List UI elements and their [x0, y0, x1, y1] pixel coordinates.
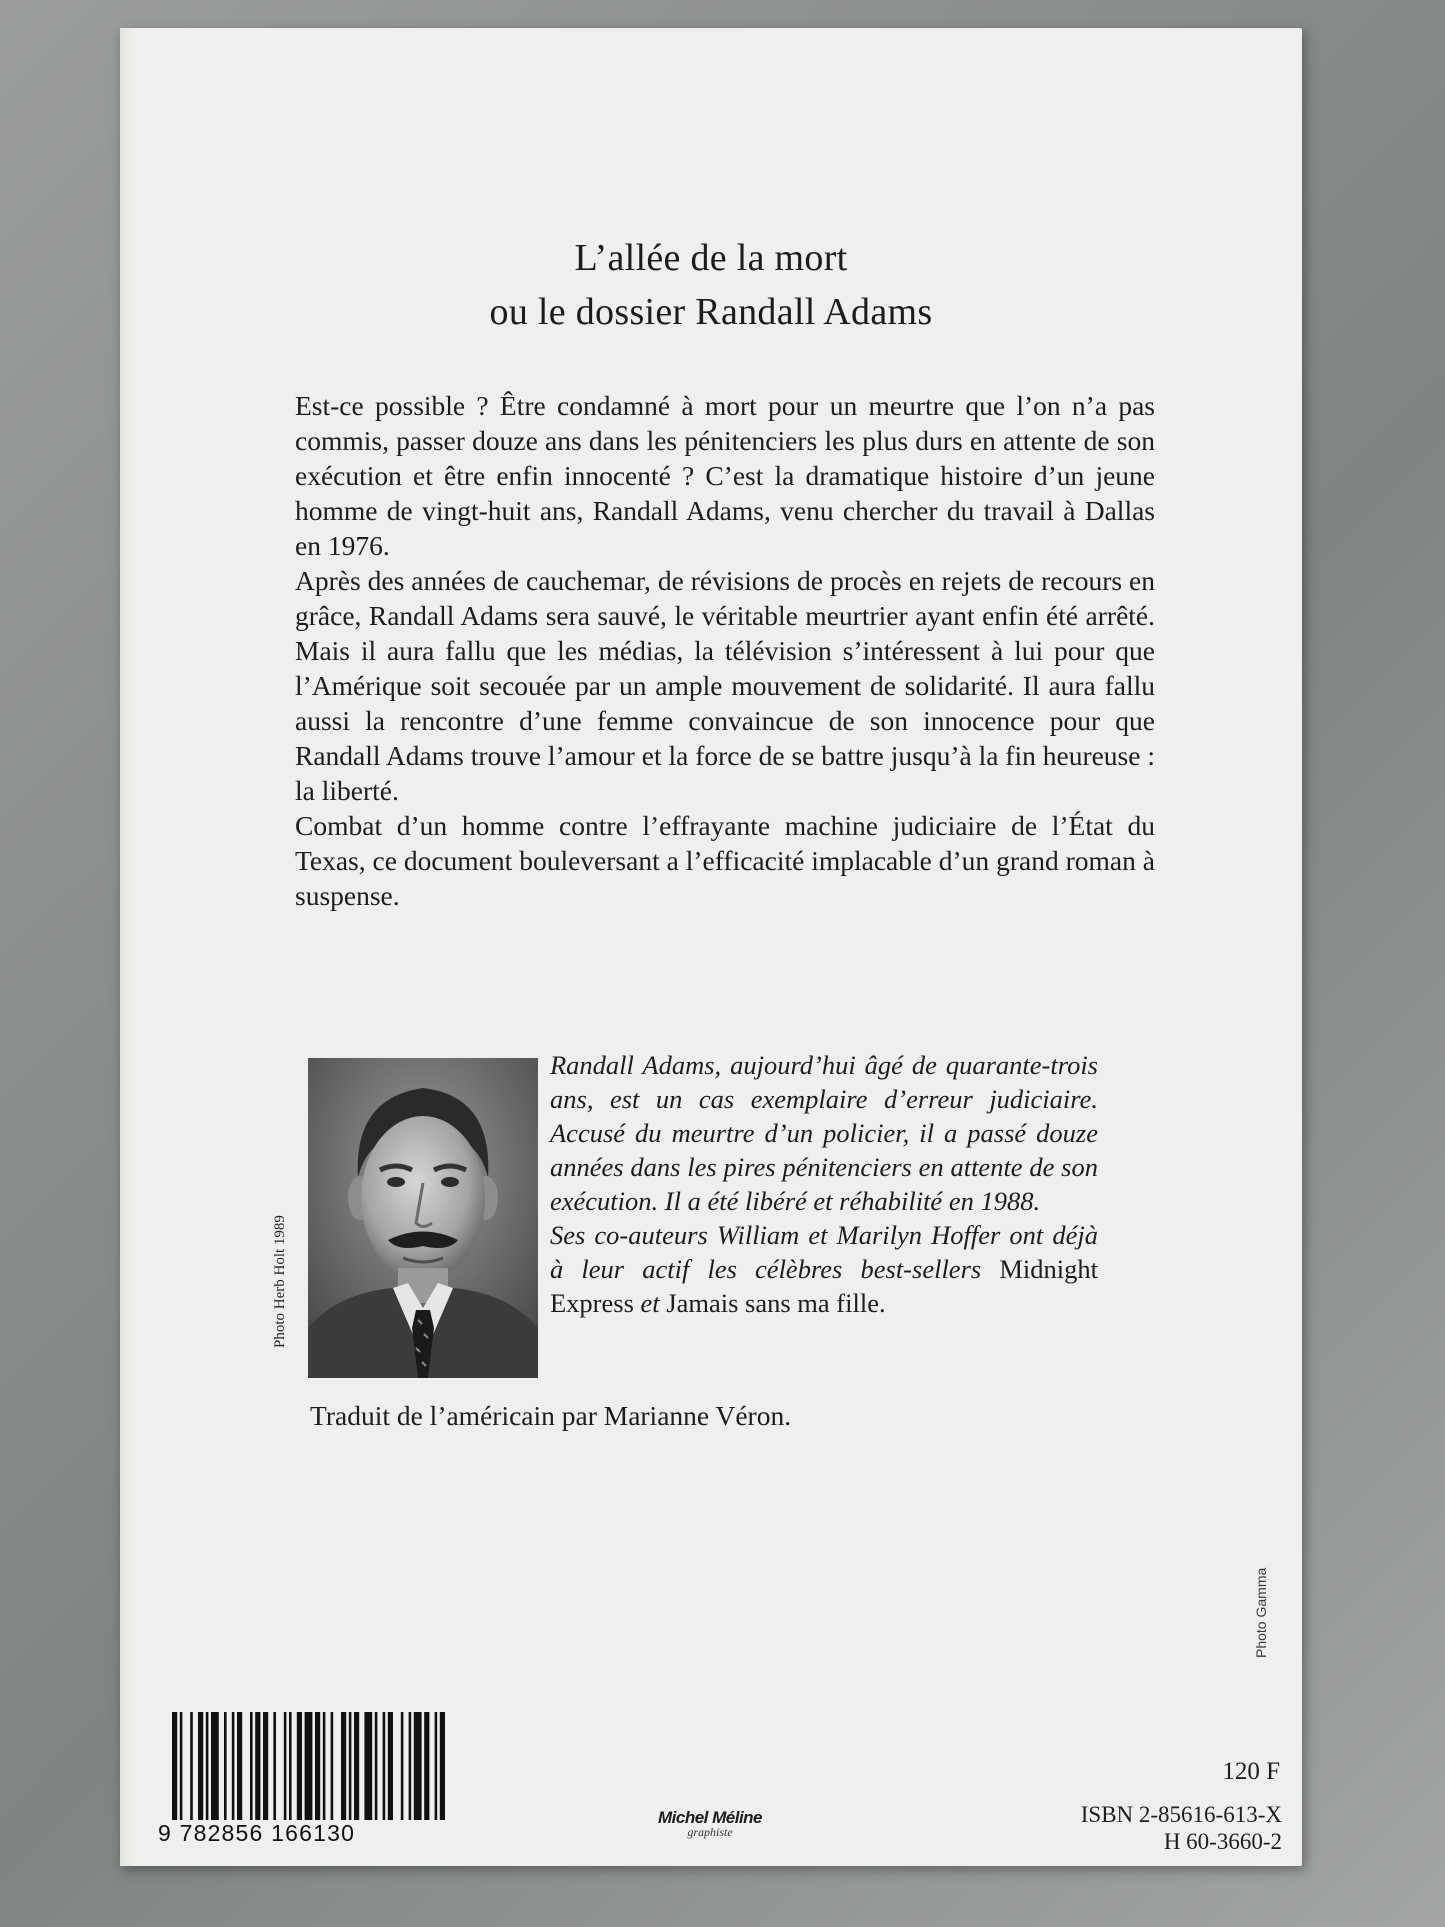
price: 120 F — [1222, 1758, 1280, 1785]
barcode-bar — [297, 1712, 302, 1820]
book-title-midnight-express: Midnight Express — [550, 1254, 1098, 1318]
blurb-paragraph-3: Combat d’un homme contre l’effrayante machine judiciaire de l’État du Texas, ce document bouleversant a l’efficacité implacable d’un grand roman à suspense. — [295, 810, 1155, 911]
publisher-logo — [640, 1808, 780, 1840]
cover-photo-credit: Photo Gamma — [1253, 1567, 1269, 1658]
barcode-bar — [250, 1712, 253, 1820]
barcode-bar — [180, 1712, 183, 1820]
author-bio — [550, 1048, 1098, 1320]
book-title-line2: ou le dossier Randall Adams — [489, 291, 933, 333]
barcode-bar — [172, 1712, 177, 1820]
barcode-bar — [331, 1712, 334, 1820]
logo-name: Michel Méline — [657, 1808, 763, 1827]
bio-connector: et — [633, 1288, 667, 1318]
barcode-bar — [388, 1712, 393, 1820]
barcode-bar — [224, 1712, 227, 1820]
barcode-bar — [435, 1712, 438, 1820]
bio-end-punctuation: . — [878, 1288, 886, 1318]
barcode-bar — [401, 1712, 404, 1820]
blurb-paragraph-2: Après des années de cauchemar, de révisions de procès en rejets de recours en grâce, Randall Adams sera sauvé, le véritable meurtrier ayant enfin été arrêté. Mais il aura fallu que les médias, la télévision s’intéressent à lui pour que l’Amérique soit secouée par un ample mouvement de solidarité. Il aura fallu aussi la rencontre d’une femme convaincue de son innocence pour que Randall Adams trouve l’amour et la force de se battre jusqu’à la fin heureuse : la liberté. — [295, 565, 1155, 806]
photo-credit-herb-holt: Photo Herb Holt 1989 — [272, 1215, 288, 1348]
barcode-bar — [375, 1712, 378, 1820]
book-back-cover — [120, 28, 1302, 1866]
barcode-bar — [383, 1712, 386, 1820]
barcode-bar — [284, 1712, 287, 1820]
barcode-bar — [190, 1712, 193, 1820]
barcode-bar — [237, 1712, 242, 1820]
barcode-bar — [206, 1712, 209, 1820]
barcode-bar — [364, 1712, 372, 1820]
barcode-bar — [409, 1712, 412, 1820]
barcode-bar — [211, 1712, 219, 1820]
translator-credit: Traduit de l’américain par Marianne Véron. — [310, 1400, 792, 1431]
blurb-paragraph-1: Est-ce possible ? Être condamné à mort pour un meurtre que l’on n’a pas commis, passer douze ans dans les pénitenciers les plus durs en attente de son exécution et être enfin innocenté ? C’est la dramatique histoire d’un jeune homme de vingt-huit ans, Randall Adams, venu chercher du travail à Dallas en 1976. — [295, 390, 1155, 561]
barcode-bar — [414, 1712, 422, 1820]
bio-paragraph-1: Randall Adams, aujourd’hui âgé de quarante-trois ans, est un cas exemplaire d’erreur judiciaire. Accusé du meurtre d’un policier, il a passé douze années dans les pires pénitenciers en attente de son exécution. Il a été libéré et réhabilité en 1988. — [550, 1050, 1098, 1216]
barcode-bar — [255, 1712, 260, 1820]
bio-paragraph-2 — [550, 1218, 1098, 1320]
logo-subtitle: graphiste — [687, 1825, 733, 1839]
book-title-jamais-sans-ma-fille: Jamais sans ma fille — [666, 1288, 879, 1318]
barcode-bar — [198, 1712, 203, 1820]
barcode-bar — [273, 1712, 276, 1820]
blurb-text — [295, 388, 1155, 913]
portrait-image — [308, 1058, 538, 1378]
barcode-bar — [323, 1712, 326, 1820]
isbn-number: ISBN 2-85616-613-X — [1080, 1802, 1282, 1827]
barcode-bar — [440, 1712, 445, 1820]
barcode-bar — [349, 1712, 352, 1820]
author-photo — [308, 1058, 538, 1378]
barcode-bar — [263, 1712, 268, 1820]
catalog-number: H 60-3660-2 — [1163, 1829, 1282, 1854]
barcode-bar — [354, 1712, 359, 1820]
barcode-bar — [315, 1712, 320, 1820]
barcode-bar — [424, 1712, 429, 1820]
bio-coauthors-text: Ses co-auteurs William et Marilyn Hoffer ont déjà à leur actif les célèbres best-sellers — [550, 1220, 1098, 1284]
barcode-bar — [341, 1712, 346, 1820]
book-title-line1: L’allée de la mort — [574, 237, 848, 279]
barcode-bar — [232, 1712, 235, 1820]
isbn-block — [1020, 1801, 1282, 1855]
barcode-bar — [305, 1712, 313, 1820]
isbn-barcode — [158, 1708, 518, 1848]
barcode-bar — [289, 1712, 292, 1820]
barcode-digits: 9 782856 166130 — [158, 1820, 356, 1846]
